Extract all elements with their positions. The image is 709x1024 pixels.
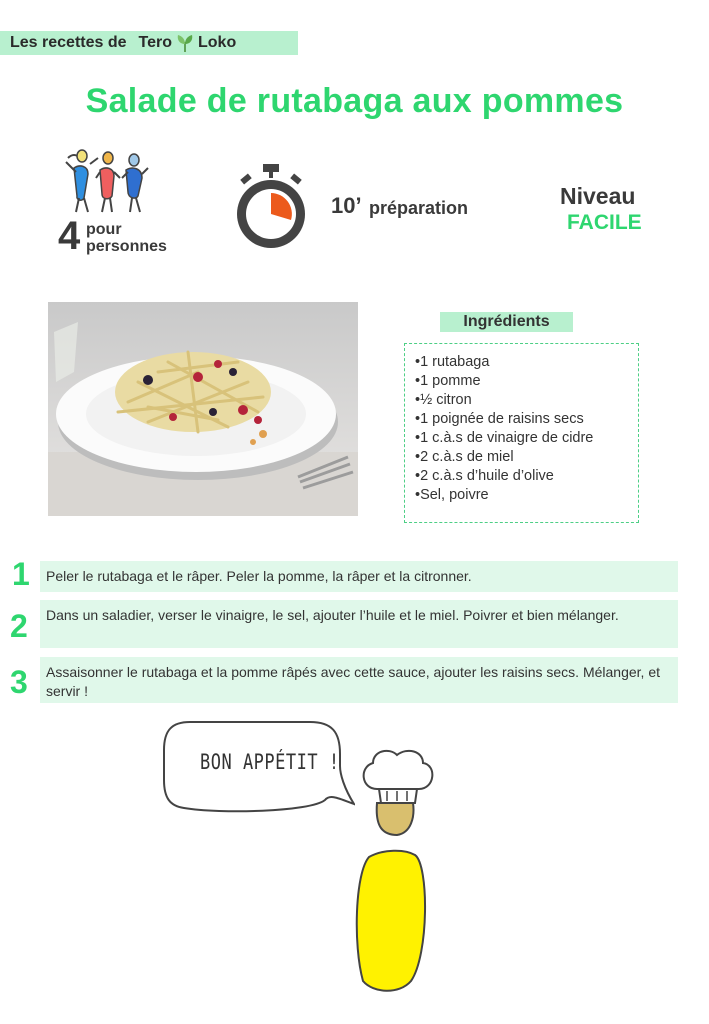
dish-photo bbox=[48, 302, 358, 516]
ingredient-item: •Sel, poivre bbox=[415, 487, 489, 503]
step-number: 3 bbox=[10, 664, 28, 700]
brand-prefix: Les recettes de bbox=[10, 34, 127, 51]
servings-pour: pour bbox=[86, 221, 122, 238]
brand-name-left: Tero bbox=[138, 34, 172, 51]
time-label: préparation bbox=[369, 198, 469, 218]
step-number: 2 bbox=[10, 608, 28, 644]
bubble-text: BON APPÉTIT ! bbox=[200, 750, 340, 775]
time-value: 10’ bbox=[331, 193, 362, 218]
brand-tag bbox=[0, 31, 298, 55]
step-text: Peler le rutabaga et le râper. Peler la pomme, la râper et la citronner. bbox=[40, 561, 678, 592]
ingredient-item: •½ citron bbox=[415, 392, 472, 408]
level-title: Niveau bbox=[560, 183, 636, 209]
stopwatch-icon bbox=[231, 162, 311, 254]
ingredient-item: •1 pomme bbox=[415, 373, 481, 389]
ingredients-box bbox=[404, 343, 639, 523]
ingredient-item: •1 c.à.s de vinaigre de cidre bbox=[415, 430, 594, 446]
salad-plate-image bbox=[48, 302, 358, 516]
people-icon bbox=[60, 148, 150, 216]
level-value: FACILE bbox=[567, 211, 642, 234]
ingredients-list bbox=[415, 353, 638, 505]
servings-number: 4 bbox=[58, 214, 81, 258]
servings-personnes: personnes bbox=[86, 238, 167, 255]
brand-name-right: Loko bbox=[198, 34, 237, 51]
ingredient-item: •1 poignée de raisins secs bbox=[415, 411, 584, 427]
step-number: 1 bbox=[12, 556, 30, 592]
ingredient-item: •2 c.à.s de miel bbox=[415, 449, 514, 465]
ingredients-heading: Ingrédients bbox=[440, 312, 573, 332]
ingredient-item: •1 rutabaga bbox=[415, 354, 490, 370]
chef-character-icon bbox=[355, 745, 440, 995]
ingredient-item: •2 c.à.s d’huile d’olive bbox=[415, 468, 554, 484]
step-text: Dans un saladier, verser le vinaigre, le sel, ajouter l’huile et le miel. Poivrer et bien mélanger. bbox=[40, 600, 678, 648]
leaf-logo-icon bbox=[175, 33, 195, 53]
recipe-title: Salade de rutabaga aux pommes bbox=[85, 82, 624, 120]
step-text: Assaisonner le rutabaga et la pomme râpés avec cette sauce, ajouter les raisins secs. Mélanger, et servir ! bbox=[40, 657, 678, 703]
